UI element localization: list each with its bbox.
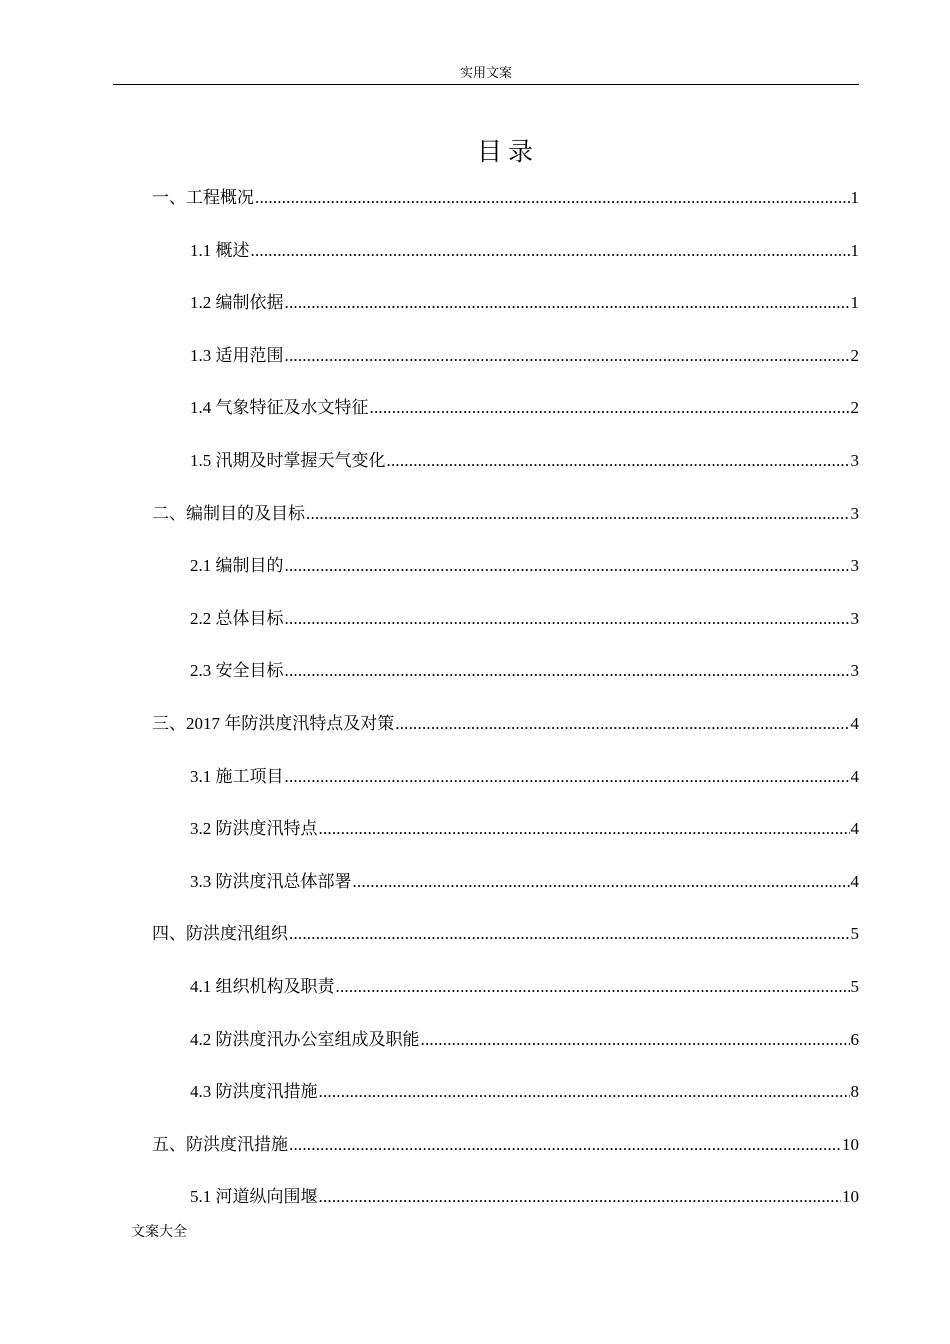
toc-entry-page-number: 6 [850, 1029, 859, 1049]
toc-dot-leader [319, 1179, 842, 1215]
toc-dot-leader [285, 338, 850, 374]
toc-entry-page-number: 5 [850, 924, 859, 944]
toc-entry-chapter[interactable] [152, 916, 859, 952]
toc-entry-label: 1.5 汛期及时掌握天气变化 [190, 451, 386, 470]
toc-entry-section[interactable] [190, 1179, 859, 1215]
toc-entry-label: 4.3 防洪度汛措施 [190, 1082, 318, 1102]
toc-dot-leader [285, 601, 850, 637]
toc-entry-label: 1.1 概述 [190, 240, 250, 260]
toc-entry-section[interactable] [190, 601, 859, 637]
toc-entry-section[interactable] [190, 285, 859, 321]
toc-entry-page-number: 2 [850, 398, 859, 418]
toc-entry-page-number: 1 [850, 293, 859, 313]
toc-dot-leader [289, 1127, 841, 1163]
toc-entry-label: 五、防洪度汛措施 [152, 1134, 288, 1154]
toc-entry-page-number: 3 [850, 661, 859, 681]
toc-dot-leader [395, 706, 849, 742]
toc-entry-chapter[interactable] [152, 496, 859, 532]
toc-entry-page-number: 3 [850, 556, 859, 576]
toc-entry-section[interactable] [190, 443, 859, 479]
toc-entry-chapter[interactable] [152, 1127, 859, 1163]
toc-dot-leader [353, 864, 850, 900]
toc-entry-label: 3.1 施工项目 [190, 766, 284, 786]
toc-entry-label: 3.3 防洪度汛总体部署 [190, 871, 352, 891]
toc-entry-label: 1.4 气象特征及水文特征 [190, 398, 369, 418]
toc-entry-section[interactable] [190, 811, 859, 847]
toc-entry-section[interactable] [190, 1074, 859, 1110]
toc-entry-label: 2.1 编制目的 [190, 556, 284, 576]
toc-entry-page-number: 8 [850, 1082, 859, 1102]
page-footer [131, 1222, 187, 1244]
toc-dot-leader [319, 811, 850, 847]
toc-entry-page-number: 10 [842, 1134, 859, 1154]
toc-entry-page-number: 4 [850, 871, 859, 891]
toc-entry-page-number: 10 [842, 1187, 859, 1207]
toc-entry-label: 4.2 防洪度汛办公室组成及职能 [190, 1029, 420, 1049]
toc-entry-page-number: 2 [850, 345, 859, 365]
toc-entry-section[interactable] [190, 233, 859, 269]
toc-entry-page-number: 3 [850, 451, 859, 470]
toc-entry-chapter[interactable] [152, 180, 859, 216]
toc-dot-leader [285, 285, 850, 321]
toc-entry-label: 二、编制目的及目标 [152, 503, 305, 523]
toc-entry-page-number: 1 [850, 188, 859, 207]
toc-entry-label: 2.2 总体目标 [190, 608, 284, 628]
toc-entry-section[interactable] [190, 548, 859, 584]
toc-dot-leader [289, 916, 850, 952]
toc-dot-leader [387, 443, 850, 479]
toc-entry-section[interactable] [190, 653, 859, 689]
toc-dot-leader [251, 233, 850, 269]
header-text: 实用文案 [459, 65, 512, 80]
toc-entry-section[interactable] [190, 390, 859, 426]
toc-dot-leader [285, 759, 850, 795]
toc-entry-page-number: 4 [850, 714, 859, 733]
toc-entry-page-number: 3 [850, 608, 859, 628]
toc-entry-section[interactable] [190, 864, 859, 900]
toc-entry-page-number: 3 [850, 503, 859, 523]
toc-entry-page-number: 5 [850, 977, 859, 996]
toc-entry-label: 1.2 编制依据 [190, 293, 284, 313]
toc-dot-leader [285, 548, 850, 584]
toc-entry-section[interactable] [190, 969, 859, 1005]
toc-entry-label: 4.1 组织机构及职责 [190, 977, 335, 996]
toc-dot-leader [285, 653, 850, 689]
toc-dot-leader [336, 969, 850, 1005]
page-header [113, 62, 859, 85]
footer-text: 文案大全 [131, 1225, 187, 1240]
toc-entry-section[interactable] [190, 759, 859, 795]
toc-entry-section[interactable] [190, 338, 859, 374]
toc-entry-label: 一、工程概况 [152, 188, 254, 207]
toc-entry-label: 1.3 适用范围 [190, 345, 284, 365]
toc-entry-label: 三、2017 年防洪度汛特点及对策 [152, 714, 395, 733]
toc-entry-chapter[interactable] [152, 706, 859, 742]
toc-entry-page-number: 1 [850, 240, 859, 260]
toc-entry-label: 3.2 防洪度汛特点 [190, 819, 318, 839]
toc-entry-label: 5.1 河道纵向围堰 [190, 1187, 318, 1207]
toc-entry-label: 四、防洪度汛组织 [152, 924, 288, 944]
toc-title: 目录 [476, 139, 539, 166]
toc-entry-section[interactable] [190, 1022, 859, 1058]
toc-dot-leader [255, 180, 850, 216]
toc-dot-leader [370, 390, 850, 426]
toc-dot-leader [306, 496, 850, 532]
toc-entry-label: 2.3 安全目标 [190, 661, 284, 681]
toc-entry-page-number: 4 [850, 819, 859, 839]
toc-dot-leader [319, 1074, 850, 1110]
toc-dot-leader [421, 1022, 850, 1058]
toc-entry-page-number: 4 [850, 766, 859, 786]
